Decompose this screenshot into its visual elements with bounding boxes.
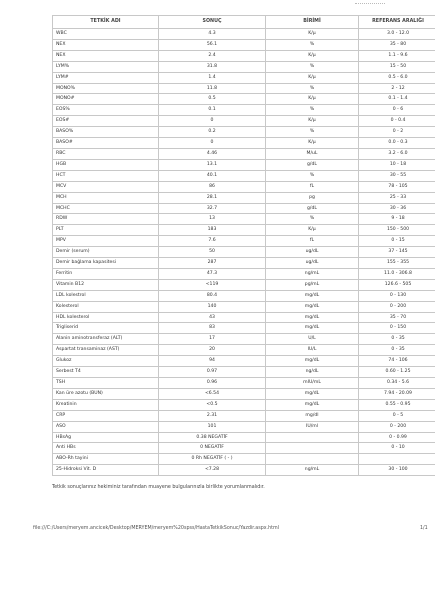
cell-test-name: ASO: [53, 421, 159, 432]
cell-result: 101: [159, 421, 266, 432]
cell-unit: [266, 432, 359, 443]
cell-reference-range: 0 - 35: [359, 334, 435, 345]
cell-unit: K/µ: [266, 50, 359, 61]
cell-result: 0.2: [159, 127, 266, 138]
table-row: [53, 225, 435, 236]
cell-test-name: HBsAg: [53, 432, 159, 443]
cell-unit: %: [266, 39, 359, 50]
table-row: [53, 116, 435, 127]
cell-test-name: RDW: [53, 214, 159, 225]
table-row: [53, 170, 435, 181]
table-row: [53, 334, 435, 345]
table-row: [53, 421, 435, 432]
table-row: [53, 432, 435, 443]
cell-unit: mg/dl: [266, 410, 359, 421]
cell-test-name: HCT: [53, 170, 159, 181]
cell-result: 7.6: [159, 236, 266, 247]
cell-result: 4.46: [159, 148, 266, 159]
cell-reference-range: 7.94 - 20.09: [359, 388, 435, 399]
header-unit: BİRİMİ: [266, 16, 359, 29]
cell-unit: [266, 454, 359, 465]
cell-reference-range: 0.34 - 5.6: [359, 378, 435, 389]
cell-reference-range: 0.60 - 1.25: [359, 367, 435, 378]
cell-unit: fL: [266, 181, 359, 192]
file-path: file:///C:/Users/meryem.ancicek/Desktop/MERYEM/meryem%20spss/HastaTetkikSonuc/Yazdir.aspx.html: [33, 526, 280, 531]
cell-unit: pg: [266, 192, 359, 203]
cell-reference-range: 0 - 200: [359, 301, 435, 312]
cell-result: 0: [159, 138, 266, 149]
cell-unit: mg/dL: [266, 399, 359, 410]
cell-result: <119: [159, 279, 266, 290]
cell-result: 0.5: [159, 94, 266, 105]
cell-reference-range: 0.5 - 6.0: [359, 72, 435, 83]
cell-result: 86: [159, 181, 266, 192]
cell-unit: mg/dL: [266, 388, 359, 399]
cell-reference-range: 0.1 - 1.4: [359, 94, 435, 105]
table-row: [53, 181, 435, 192]
cell-test-name: NEX: [53, 50, 159, 61]
cell-result: 43: [159, 312, 266, 323]
cell-unit: K/µ: [266, 29, 359, 40]
cell-test-name: Anti HBs: [53, 443, 159, 454]
table-row: [53, 203, 435, 214]
table-row: [53, 105, 435, 116]
table-row: [53, 29, 435, 40]
table-row: [53, 94, 435, 105]
cell-unit: ng/mL: [266, 465, 359, 476]
table-row: [53, 236, 435, 247]
cell-reference-range: 0 - 15: [359, 236, 435, 247]
table-row: [53, 323, 435, 334]
table-header-row: [53, 16, 435, 29]
cell-result: 56.1: [159, 39, 266, 50]
cell-test-name: LYM%: [53, 61, 159, 72]
cell-test-name: MCH: [53, 192, 159, 203]
cell-reference-range: 0 - 10: [359, 443, 435, 454]
table-row: [53, 247, 435, 258]
cell-unit: mg/dL: [266, 323, 359, 334]
table-row: [53, 192, 435, 203]
cell-reference-range: 3.0 - 12.0: [359, 29, 435, 40]
cell-unit: mg/dL: [266, 290, 359, 301]
cell-reference-range: 0 - 35: [359, 345, 435, 356]
cell-unit: %: [266, 83, 359, 94]
cell-reference-range: 3.2 - 6.0: [359, 148, 435, 159]
cell-unit: K/µ: [266, 94, 359, 105]
cell-unit: IU/L: [266, 345, 359, 356]
cell-reference-range: 35 - 80: [359, 39, 435, 50]
cell-reference-range: 1.1 - 9.6: [359, 50, 435, 61]
cell-result: 32.7: [159, 203, 266, 214]
cell-reference-range: 0 - 200: [359, 421, 435, 432]
cell-test-name: HGB: [53, 159, 159, 170]
cell-result: 11.8: [159, 83, 266, 94]
cell-result: 2.4: [159, 50, 266, 61]
cell-unit: fL: [266, 236, 359, 247]
cell-unit: ug/dL: [266, 247, 359, 258]
table-row: [53, 290, 435, 301]
cell-unit: %: [266, 214, 359, 225]
cell-result: 1.4: [159, 72, 266, 83]
table-row: [53, 148, 435, 159]
cell-test-name: PLT: [53, 225, 159, 236]
table-row: [53, 279, 435, 290]
cell-test-name: MONO%: [53, 83, 159, 94]
cell-unit: %: [266, 105, 359, 116]
cell-test-name: MCV: [53, 181, 159, 192]
cell-test-name: MCHC: [53, 203, 159, 214]
cell-test-name: Alanin aminotransferaz (ALT): [53, 334, 159, 345]
cell-unit: M/uL: [266, 148, 359, 159]
cell-result: 287: [159, 258, 266, 269]
cell-reference-range: 25 - 33: [359, 192, 435, 203]
cell-test-name: CRP: [53, 410, 159, 421]
cell-result: 47.3: [159, 268, 266, 279]
cell-unit: mIU/mL: [266, 378, 359, 389]
cell-result: 0 Rh NEGATİF ( - ): [159, 454, 266, 465]
cell-reference-range: 0 - 130: [359, 290, 435, 301]
cell-reference-range: 30 - 55: [359, 170, 435, 181]
cell-result: 13: [159, 214, 266, 225]
table-row: [53, 410, 435, 421]
cell-result: 13.1: [159, 159, 266, 170]
cell-reference-range: 0 - 6: [359, 105, 435, 116]
cell-result: <6.54: [159, 388, 266, 399]
cell-reference-range: 0 - 0.4: [359, 116, 435, 127]
table-row: [53, 465, 435, 476]
cell-reference-range: 10 - 18: [359, 159, 435, 170]
cell-unit: mg/dL: [266, 312, 359, 323]
cell-test-name: ABO-Rh tayini: [53, 454, 159, 465]
cell-reference-range: 126.6 - 505: [359, 279, 435, 290]
table-row: [53, 83, 435, 94]
cell-result: 17: [159, 334, 266, 345]
cell-test-name: Demir (serum): [53, 247, 159, 258]
table-row: [53, 39, 435, 50]
cell-unit: IU/ml: [266, 421, 359, 432]
cell-unit: [266, 443, 359, 454]
cell-test-name: Serbest T4: [53, 367, 159, 378]
table-row: [53, 268, 435, 279]
header-result: SONUÇ: [159, 16, 266, 29]
cell-unit: K/µ: [266, 116, 359, 127]
cell-reference-range: 155 - 355: [359, 258, 435, 269]
cell-result: 0.96: [159, 378, 266, 389]
cell-test-name: LDL kolestrol: [53, 290, 159, 301]
cell-result: 4.3: [159, 29, 266, 40]
header-test-name: TETKİK ADI: [53, 16, 159, 29]
cell-reference-range: 15 - 50: [359, 61, 435, 72]
cell-result: 28.1: [159, 192, 266, 203]
cell-unit: ng/dL: [266, 367, 359, 378]
cell-test-name: BASO%: [53, 127, 159, 138]
cell-reference-range: 0 - 5: [359, 410, 435, 421]
cell-test-name: Demir bağlama kapasitesi: [53, 258, 159, 269]
cell-test-name: Trigliserid: [53, 323, 159, 334]
table-row: [53, 138, 435, 149]
cell-reference-range: 37 - 145: [359, 247, 435, 258]
cell-reference-range: 35 - 70: [359, 312, 435, 323]
cell-unit: U/L: [266, 334, 359, 345]
cell-test-name: WBC: [53, 29, 159, 40]
cell-test-name: TSH: [53, 378, 159, 389]
cell-test-name: Kreatinin: [53, 399, 159, 410]
cell-reference-range: 0 - 150: [359, 323, 435, 334]
cell-test-name: MONO#: [53, 94, 159, 105]
cell-unit: %: [266, 170, 359, 181]
cell-unit: pg/mL: [266, 279, 359, 290]
cell-unit: ng/mL: [266, 268, 359, 279]
cell-test-name: Glukoz: [53, 356, 159, 367]
cell-result: 0: [159, 116, 266, 127]
cell-result: 31.8: [159, 61, 266, 72]
cell-reference-range: 2 - 12: [359, 83, 435, 94]
cell-unit: K/µ: [266, 225, 359, 236]
cell-reference-range: 30 - 36: [359, 203, 435, 214]
cell-reference-range: 0 - 2: [359, 127, 435, 138]
cell-test-name: MPV: [53, 236, 159, 247]
cell-test-name: RBC: [53, 148, 159, 159]
cell-result: 80.4: [159, 290, 266, 301]
cell-test-name: LYM#: [53, 72, 159, 83]
cell-reference-range: 78 - 105: [359, 181, 435, 192]
table-row: [53, 159, 435, 170]
cell-unit: mg/dL: [266, 356, 359, 367]
cell-result: 0.97: [159, 367, 266, 378]
cell-unit: %: [266, 61, 359, 72]
cell-result: <0.5: [159, 399, 266, 410]
table-row: [53, 378, 435, 389]
table-row: [53, 399, 435, 410]
cell-test-name: Kan üre azotu (BUN): [53, 388, 159, 399]
page-number: 1/1: [420, 526, 428, 531]
table-row: [53, 127, 435, 138]
cell-unit: ug/dL: [266, 258, 359, 269]
cell-result: <7.28: [159, 465, 266, 476]
cell-result: 0.38 NEGATİF: [159, 432, 266, 443]
cell-reference-range: 0.0 - 0.3: [359, 138, 435, 149]
cell-unit: mg/dL: [266, 301, 359, 312]
cell-test-name: HDL kolesterol: [53, 312, 159, 323]
table-row: [53, 443, 435, 454]
lab-results-table: [52, 15, 435, 476]
cell-result: 50: [159, 247, 266, 258]
cell-test-name: Ferritin: [53, 268, 159, 279]
table-row: [53, 61, 435, 72]
cell-result: 40.1: [159, 170, 266, 181]
cell-test-name: EOS%: [53, 105, 159, 116]
table-row: [53, 72, 435, 83]
cell-unit: g/dL: [266, 159, 359, 170]
table-row: [53, 345, 435, 356]
cell-reference-range: [359, 454, 435, 465]
cell-test-name: EOS#: [53, 116, 159, 127]
cell-unit: K/µ: [266, 72, 359, 83]
table-row: [53, 312, 435, 323]
cell-unit: K/µ: [266, 138, 359, 149]
cell-unit: %: [266, 127, 359, 138]
cell-reference-range: 74 - 106: [359, 356, 435, 367]
table-row: [53, 388, 435, 399]
cell-result: 183: [159, 225, 266, 236]
cell-reference-range: 30 - 100: [359, 465, 435, 476]
cell-test-name: BASO#: [53, 138, 159, 149]
top-divider: [355, 3, 385, 4]
cell-result: 0 NEGATİF: [159, 443, 266, 454]
cell-unit: g/dL: [266, 203, 359, 214]
table-body: [53, 29, 435, 476]
cell-test-name: NEX: [53, 39, 159, 50]
table-row: [53, 258, 435, 269]
cell-test-name: Kolesterol: [53, 301, 159, 312]
cell-test-name: Aspartat transaminaz (AST): [53, 345, 159, 356]
cell-reference-range: 0.55 - 0.95: [359, 399, 435, 410]
header-reference-range: REFERANS ARALIĞI: [359, 16, 435, 29]
cell-reference-range: 0 - 0.99: [359, 432, 435, 443]
cell-test-name: Vitamin B12: [53, 279, 159, 290]
cell-reference-range: 11.0 - 306.8: [359, 268, 435, 279]
table-row: [53, 367, 435, 378]
cell-result: 83: [159, 323, 266, 334]
cell-result: 0.1: [159, 105, 266, 116]
cell-result: 20: [159, 345, 266, 356]
footer-note: Tetkik sonuçlarınız hekiminiz tarafından muayene bulgularınızla birlikte yorumlanmalıdır.: [52, 485, 265, 490]
table-row: [53, 356, 435, 367]
cell-result: 140: [159, 301, 266, 312]
table-row: [53, 214, 435, 225]
cell-test-name: 25-Hidroksi Vit. D: [53, 465, 159, 476]
cell-result: 2.31: [159, 410, 266, 421]
cell-reference-range: 9 - 18: [359, 214, 435, 225]
table-row: [53, 454, 435, 465]
table-row: [53, 301, 435, 312]
cell-reference-range: 150 - 500: [359, 225, 435, 236]
cell-result: 94: [159, 356, 266, 367]
table-row: [53, 50, 435, 61]
